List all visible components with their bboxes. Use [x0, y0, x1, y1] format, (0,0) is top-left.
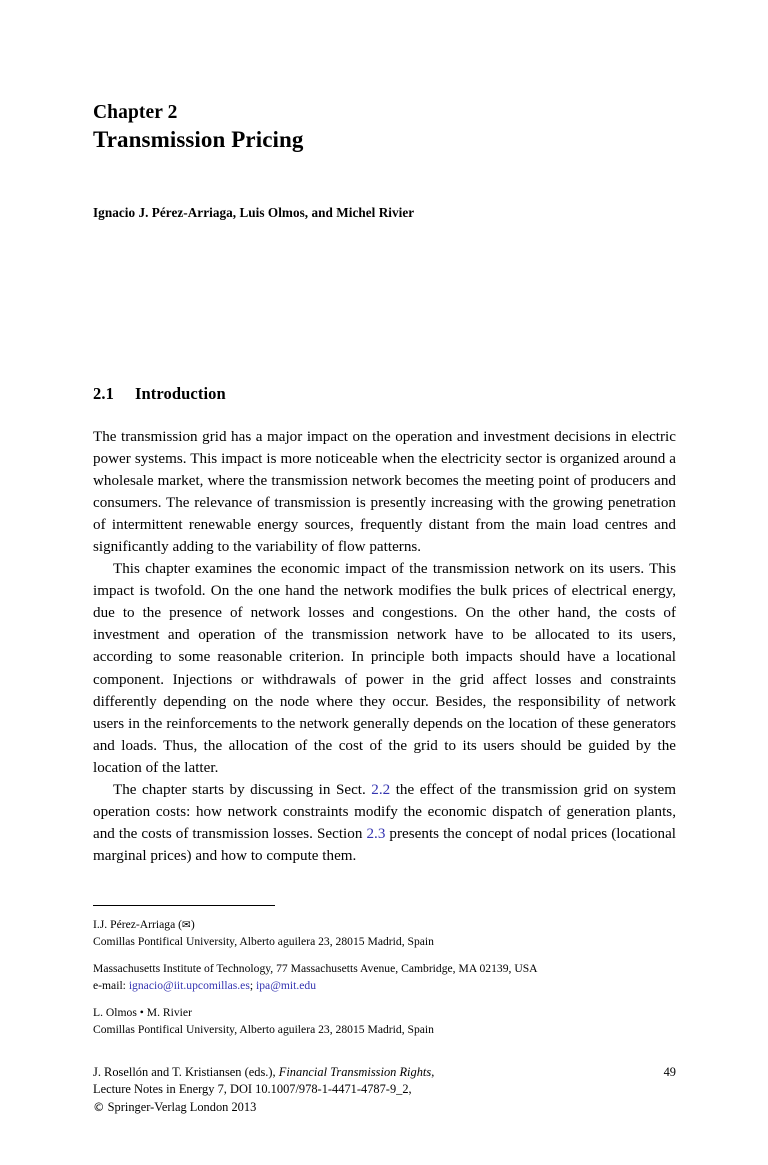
footnote-author-1	[93, 917, 693, 934]
footnote-email-line	[93, 978, 693, 995]
chapter-authors: Ignacio J. Pérez-Arriaga, Luis Olmos, and Michel Rivier	[93, 204, 415, 220]
paragraph-3-text-b: the effect of the transmission grid on system operation costs: how network constraints modify the economic dispatch of generation plants, and the costs of transmission losses. Section	[93, 781, 677, 842]
citation-line-1	[93, 1064, 676, 1081]
footnote-author-1-name: I.J. Pérez-Arriaga (	[93, 918, 183, 931]
chapter-header	[93, 0, 676, 221]
footnote-email-label: e-mail:	[93, 978, 129, 992]
body-text	[93, 404, 676, 867]
email-link-ignacio[interactable]: ignacio@iit.upcomillas.es	[128, 978, 250, 992]
paragraph-3-text-a: The chapter starts by discussing in Sect.	[113, 781, 372, 798]
citation-editors: J. Rosellón and T. Kristiansen (eds.),	[93, 1065, 279, 1079]
citation-book-title: Financial Transmission Rights	[278, 1065, 432, 1079]
paragraph-3	[93, 779, 676, 867]
section-cross-reference-2-2[interactable]: 2.2	[371, 781, 391, 798]
section-title: Introduction	[135, 383, 226, 403]
footnote-email-separator: ;	[249, 978, 256, 992]
footnote-block	[93, 905, 693, 1039]
paragraph-3-text-c: presents the concept of nodal prices (locational marginal prices) and how to compute them.	[93, 825, 676, 864]
citation-line-2: Lecture Notes in Energy 7, DOI 10.1007/978-1-4471-4787-9_2,	[93, 1082, 412, 1097]
page-content-column	[93, 0, 676, 867]
footnote-author-1-name-close: )	[190, 918, 195, 931]
footnote-author-1-affiliation-2: Massachusetts Institute of Technology, 77 Massachusetts Avenue, Cambridge, MA 02139, USA	[93, 962, 538, 976]
citation-line-3	[93, 1099, 676, 1116]
citation-publisher: Springer-Verlag London 2013	[104, 1099, 257, 1114]
chapter-title: Transmission Pricing	[93, 127, 304, 153]
citation-block	[93, 1064, 676, 1116]
footnote-authors-2-affiliation: Comillas Pontifical University, Alberto aguilera 23, 28015 Madrid, Spain	[93, 1022, 434, 1036]
paragraph-2: This chapter examines the economic impact of the transmission network on its users. This impact is twofold. On the one hand the network modifies the bulk prices of electrical energy, due to the presence of network losses and congestions. On the other hand, the costs of investment and operation of the transmission network have to be allocated to its users, according to some reasonable criterion. In principle both impacts should have a locational component. Injections or withdrawals of power in the grid affect losses and constraints differently depending on the node where they occur. Besides, the responsibility of network users in the reinforcements to the network generally depends on the location of these generators and loads. Thus, the allocation of the cost of the grid to its users should be guided by the location of the latter.	[93, 561, 676, 776]
footnote-author-1-affiliation: Comillas Pontifical University, Alberto aguilera 23, 28015 Madrid, Spain	[93, 934, 434, 948]
page-number: 49	[663, 1065, 676, 1079]
copyright-icon: ©	[93, 1099, 105, 1114]
section-heading	[93, 221, 676, 404]
footnote-authors-2: L. Olmos • M. Rivier	[93, 1006, 192, 1020]
section-number: 2.1	[93, 383, 114, 403]
email-link-ipa[interactable]: ipa@mit.edu	[256, 978, 317, 992]
envelope-icon: ✉	[182, 919, 191, 931]
footnote-spacer-1	[93, 950, 693, 961]
paragraph-1: The transmission grid has a major impact on the operation and investment decisions in electric power systems. This impact is more noticeable when the electricity sector is organized around a wholesale market, where the transmission network becomes the meeting point of producers and consumers. The relevance of transmission is presently increasing with the growing penetration of intermittent renewable energy sources, frequently distant from the main load centres and significantly adding to the variability of flow patterns.	[93, 428, 676, 556]
section-cross-reference-2-3[interactable]: 2.3	[366, 825, 386, 842]
citation-line-1-comma: ,	[431, 1065, 435, 1079]
chapter-number: Chapter 2	[93, 102, 178, 123]
footnote-separator-rule	[93, 905, 275, 906]
footnote-spacer-2	[93, 994, 693, 1005]
